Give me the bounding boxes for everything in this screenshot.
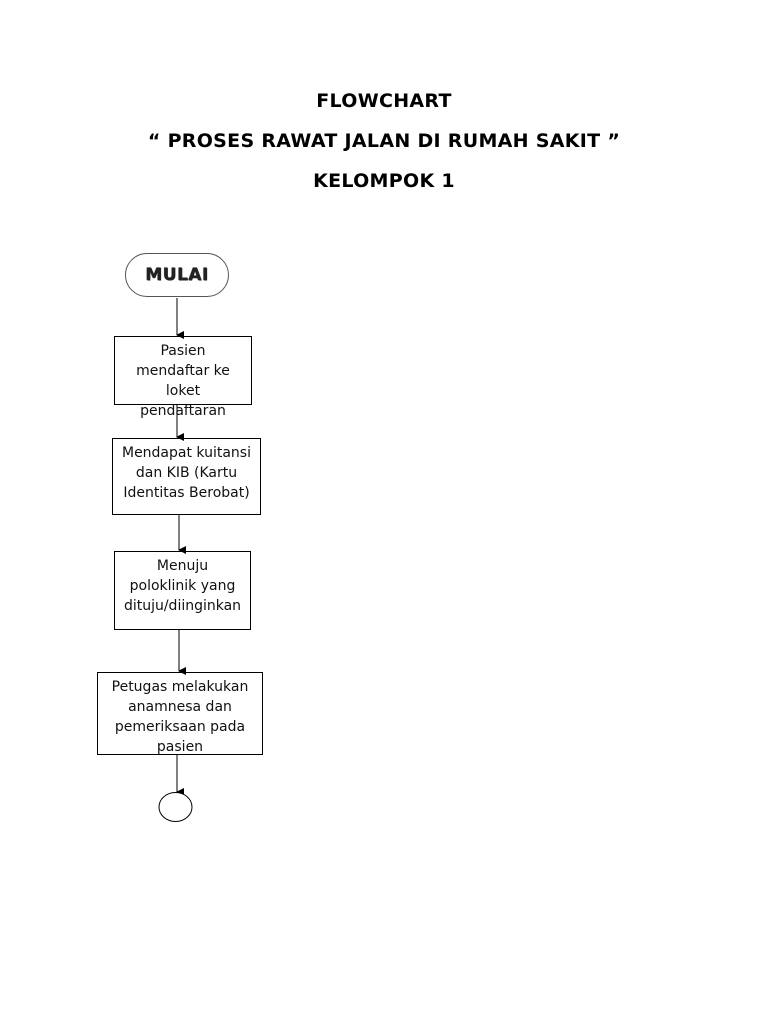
document-subtitle: “ PROSES RAWAT JALAN DI RUMAH SAKIT ” — [147, 130, 621, 152]
start-label: MULAI — [145, 265, 209, 285]
process-step-polyclinic — [114, 551, 251, 630]
group-label: KELOMPOK 1 — [313, 170, 455, 192]
end-connector-circle — [159, 793, 192, 822]
step-text: Mendapat kuitansi dan KIB (Kartu Identitas Berobat) — [121, 445, 251, 501]
step-text: Pasien mendaftar ke loket pendaftaran — [136, 343, 230, 419]
process-step-registration — [114, 336, 252, 419]
document-title: FLOWCHART — [316, 90, 452, 112]
process-step-examination — [97, 672, 263, 755]
step-text: Menuju poloklinik yang dituju/diinginkan — [123, 558, 242, 614]
start-terminator — [125, 253, 229, 297]
process-step-receipt — [112, 438, 261, 515]
step-text: Petugas melakukan anamnesa dan pemeriksaan pada pasien — [111, 679, 249, 755]
